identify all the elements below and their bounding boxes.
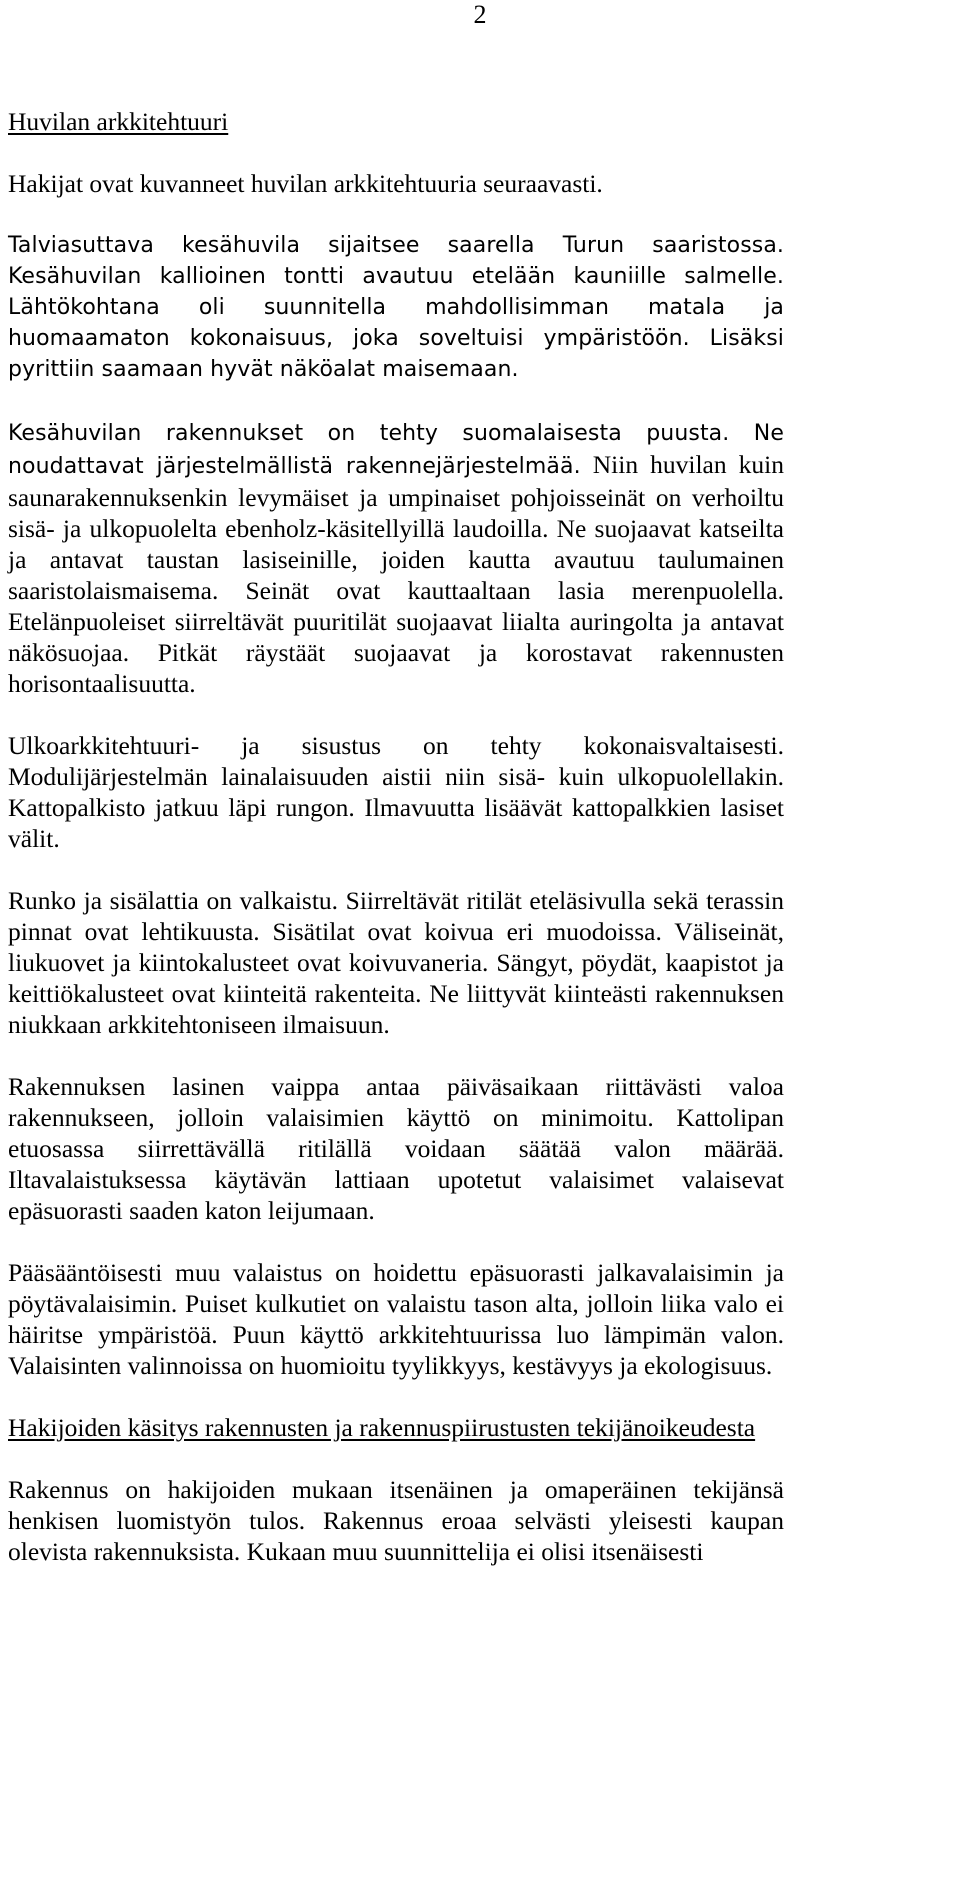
page-number: 2 xyxy=(473,0,487,29)
paragraph-structure-lead: Kesähuvilan rakennukset on tehty suomalaisesta puusta. Ne noudattavat järjestelmällistä rakennejärjestelmää. xyxy=(8,421,784,479)
document-body xyxy=(8,106,784,1567)
section-heading-architecture: Huvilan arkkitehtuuri xyxy=(8,107,229,136)
paragraph-structure-rest: Niin huvilan kuin saunarakennuksenkin levymäiset ja umpinaiset pohjoisseinät on verhoiltu sisä- ja ulkopuolelta ebenholz-käsitellyillä laudoilla. Ne suojaavat katseilta ja antavat taustan lasiseinille, joiden kautta avautuu taulumainen saaristolaismaisema. Seinät ovat kauttaaltaan lasia merenpuolella. Etelänpuoleiset siirreltävät puuritilät suojaavat liialta auringolta ja antavat näkösuojaa. Pitkät räystäät suojaavat ja korostavat rakennusten horisontaalisuutta. xyxy=(8,450,784,698)
paragraph-exterior-interior: Ulkoarkkitehtuuri- ja sisustus on tehty kokonaisvaltaisesti. Modulijärjestelmän lainalaisuuden aistii niin sisä- kuin ulkopuolellakin. Kattopalkisto jatkuu läpi rungon. Ilmavuutta lisäävät kattopalkkien lasiset välit. xyxy=(8,731,784,853)
intro-paragraph: Hakijat ovat kuvanneet huvilan arkkitehtuuria seuraavasti. xyxy=(8,169,603,198)
paragraph-glass-envelope: Rakennuksen lasinen vaippa antaa päiväsaikaan riittävästi valoa rakennukseen, jolloin valaisimien käyttö on minimoitu. Kattolipan etuosassa siirrettävällä ritilällä voidaan säätää valon määrää. Iltavalaistuksessa käytävän lattiaan upotetut valaisimet valaisevat epäsuorasti saaden katon leijumaan. xyxy=(8,1072,784,1225)
paragraph-location: Talviasuttava kesähuvila sijaitsee saarella Turun saaristossa. Kesähuvilan kallioinen tontti avautuu etelään kauniille salmelle. Lähtökohtana oli suunnitella mahdollisimman matala ja huomaamaton kokonaisuus, joka soveltuisi ympäristöön. Lisäksi pyrittiin saamaan hyvät näköalat maisemaan. xyxy=(8,233,784,382)
paragraph-materials: Runko ja sisälattia on valkaistu. Siirreltävät ritilät eteläsivulla sekä terassin pinnat ovat lehtikuusta. Sisätilat ovat koivua eri muodoissa. Väliseinät, liukuovet ja kiintokalusteet ovat koivuvaneria. Sängyt, pöydät, kaapistot ja keittiökalusteet ovat kiinteitä rakenteita. Ne liittyvät kiinteästi rakennuksen niukkaan arkkitehtoniseen ilmaisuun. xyxy=(8,886,784,1039)
section-heading-copyright: Hakijoiden käsitys rakennusten ja rakennuspiirustusten tekijänoikeudesta xyxy=(8,1413,756,1442)
paragraph-structure xyxy=(8,416,784,699)
paragraph-lighting: Pääsääntöisesti muu valaistus on hoidettu epäsuorasti jalkavalaisimin ja pöytävalaisimin. Puiset kulkutiet on valaistu tason alta, jolloin liika valo ei häiritse ympäristöä. Puun käyttö arkkitehtuurissa luo lämpimän valon. Valaisinten valinnoissa on huomioitu tyylikkyys, kestävyys ja ekologisuus. xyxy=(8,1258,784,1380)
paragraph-copyright: Rakennus on hakijoiden mukaan itsenäinen ja omaperäinen tekijänsä henkisen luomistyön tulos. Rakennus eroaa selvästi yleisesti kaupan olevista rakennuksista. Kukaan muu suunnittelija ei olisi itsenäisesti xyxy=(8,1475,784,1566)
